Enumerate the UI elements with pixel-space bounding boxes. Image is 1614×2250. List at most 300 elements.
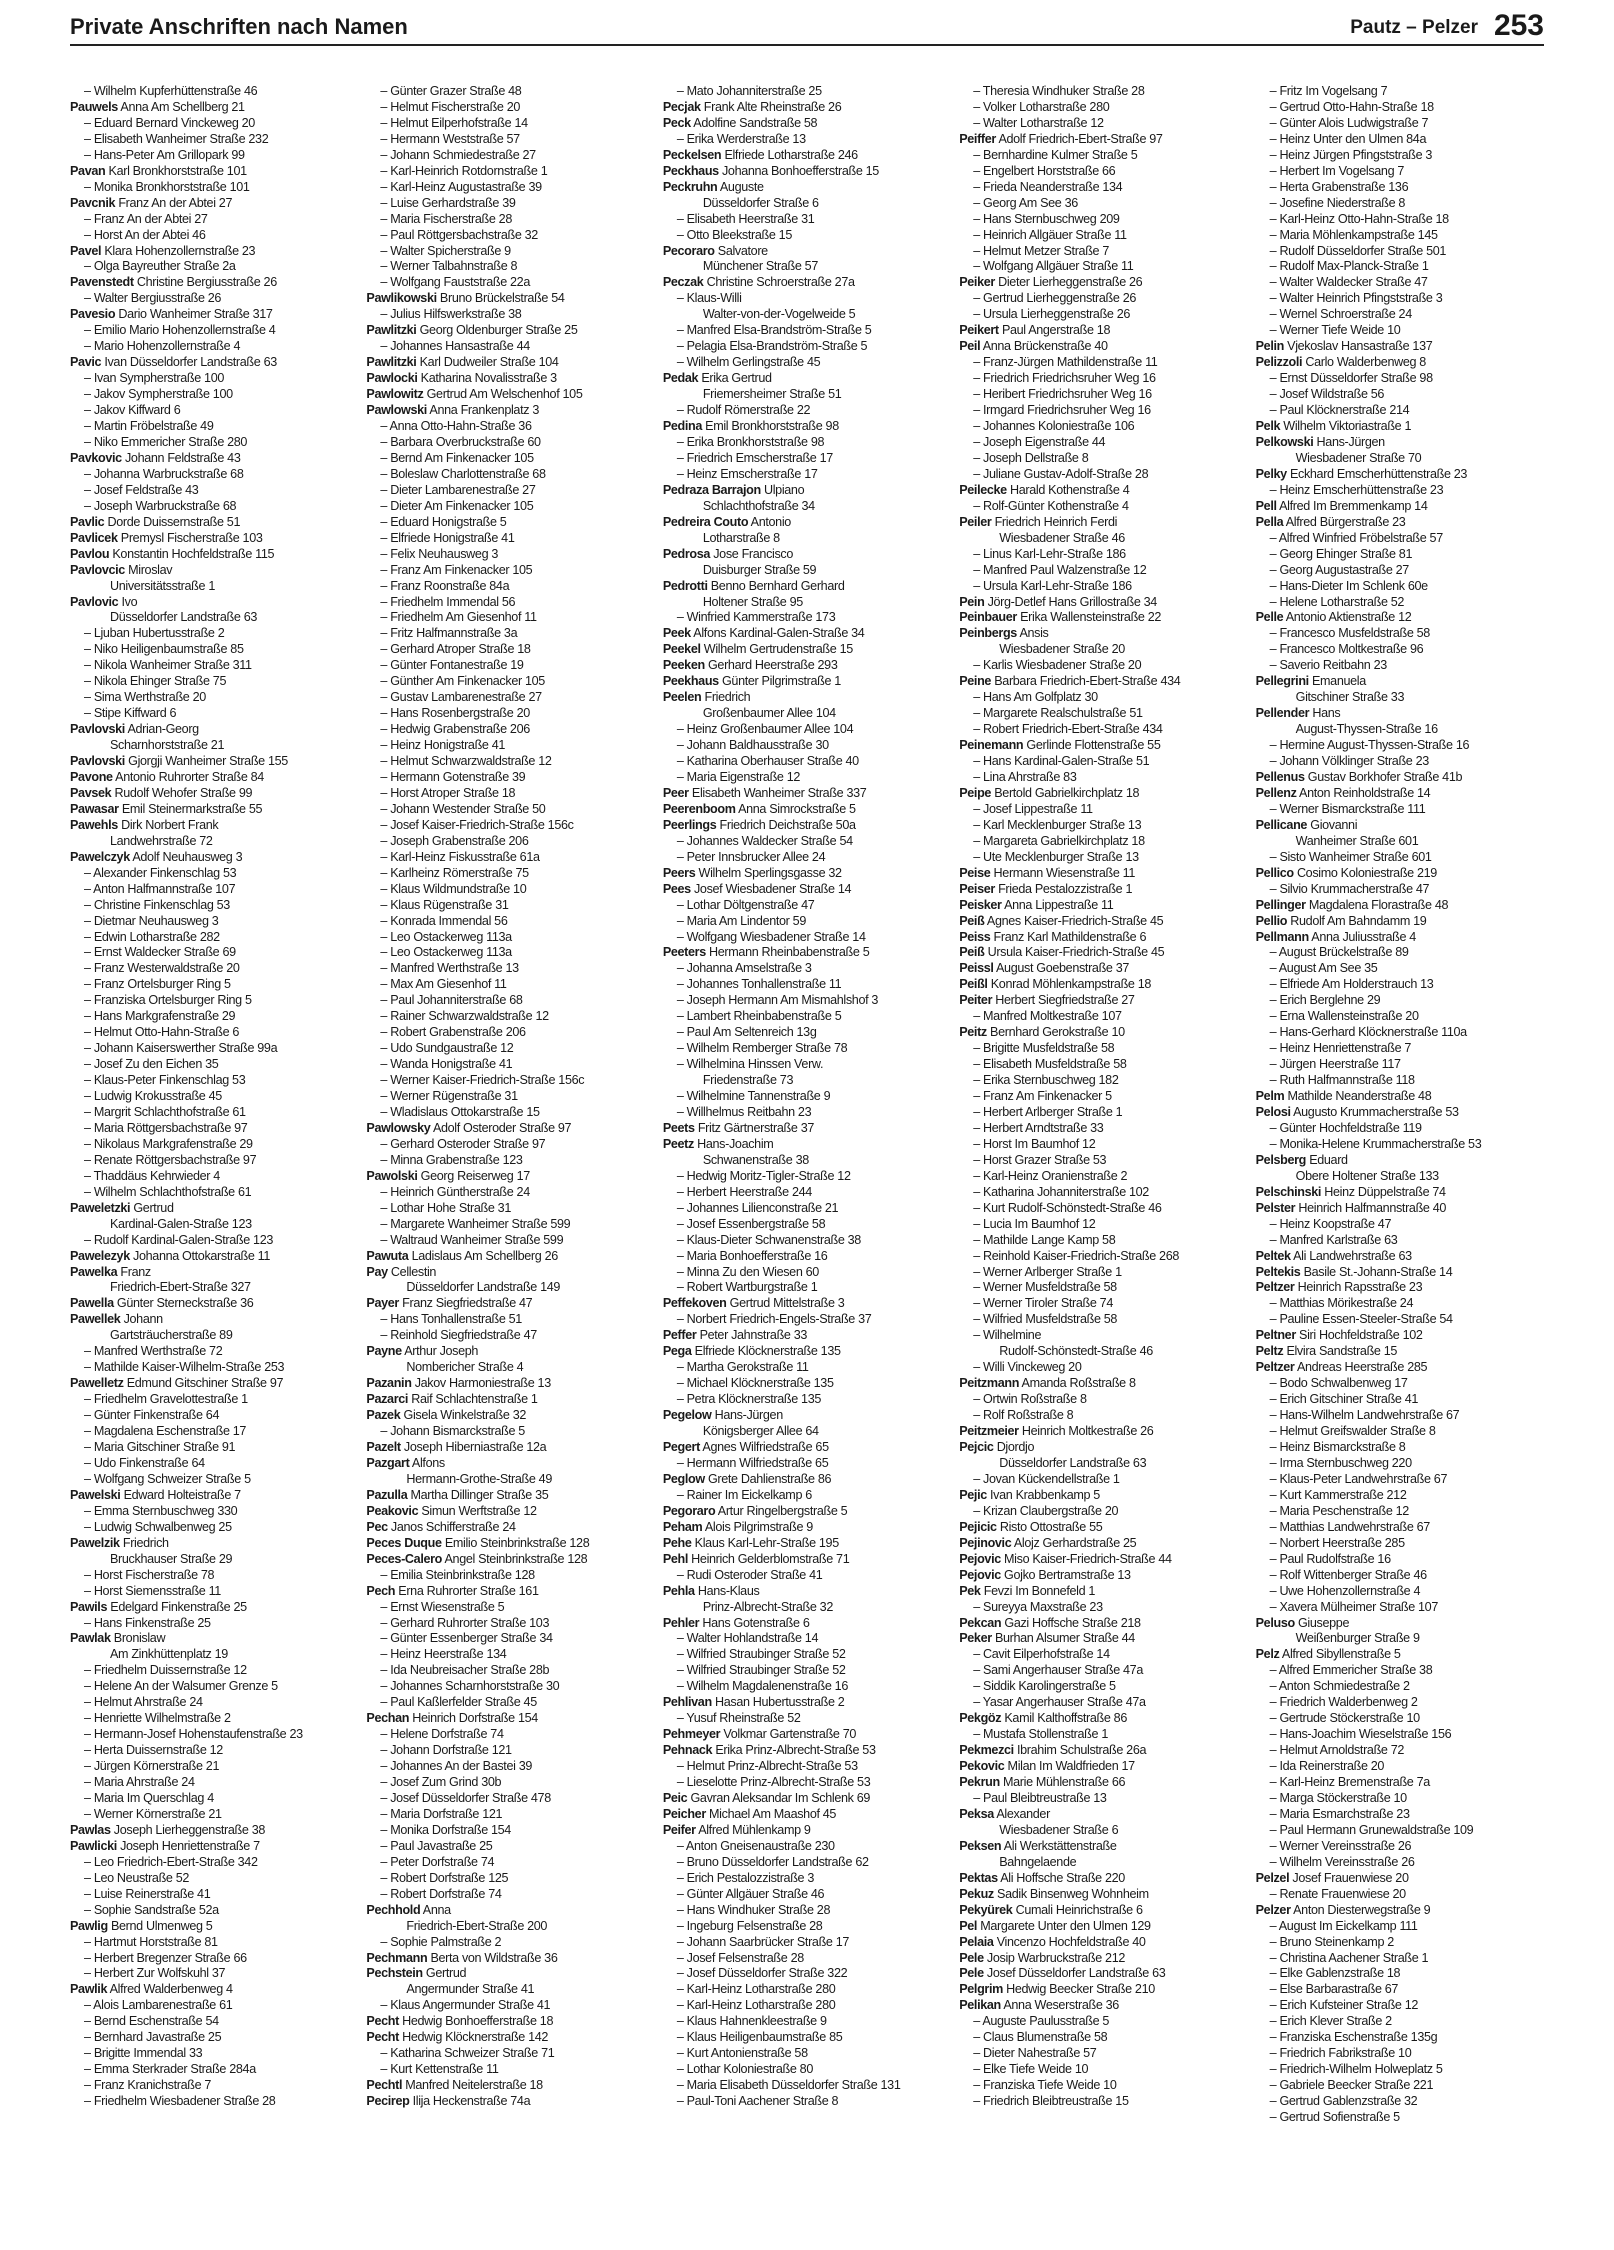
surname-entry bbox=[366, 1584, 656, 1600]
entry-text: Friedrich bbox=[704, 690, 751, 705]
sub-entry bbox=[663, 2078, 953, 2094]
entry-text: Hans-Joachim bbox=[697, 1136, 774, 1151]
surname-entry bbox=[663, 945, 953, 961]
entry-text: August Goebenstraße 37 bbox=[996, 961, 1130, 976]
surname-entry bbox=[1256, 818, 1546, 834]
surname: Pellico bbox=[1255, 865, 1294, 880]
entry-text: Hermann-Josef Hohenstaufenstraße 23 bbox=[93, 1727, 303, 1742]
entry-text: Gabriele Beecker Straße 221 bbox=[1279, 2078, 1434, 2093]
surname: Pelkowski bbox=[1255, 434, 1314, 449]
entry-text: Gavran Aleksandar Im Schlenk 69 bbox=[690, 1790, 871, 1805]
entry-text: Anton Reinholdstraße 14 bbox=[1299, 785, 1431, 800]
entry-text: Renate Frauenwiese 20 bbox=[1279, 1886, 1406, 1901]
entry-text: Helmut Arnoldstraße 72 bbox=[1279, 1743, 1405, 1758]
entry-text: Alfred Emmericher Straße 38 bbox=[1278, 1663, 1433, 1678]
surname: Peilecke bbox=[959, 482, 1007, 497]
surname-entry bbox=[663, 690, 953, 706]
entry-text: Niko Heiligenbaumstraße 85 bbox=[93, 642, 244, 657]
surname: Peise bbox=[959, 865, 991, 880]
entry-text: Maria Bonhoefferstraße 16 bbox=[686, 1248, 828, 1263]
entry-continuation: Gitschiner Straße 33 bbox=[1295, 690, 1405, 705]
sub-entry bbox=[1256, 1855, 1546, 1871]
sub-entry bbox=[959, 1217, 1249, 1233]
surname-entry bbox=[1256, 1328, 1546, 1344]
entry-text: Michael Am Maashof 45 bbox=[709, 1806, 837, 1821]
sub-entry bbox=[1256, 483, 1546, 499]
entry-text: Vjekoslav Hansastraße 137 bbox=[1287, 339, 1433, 354]
entry-text: Werner Kaiser-Friedrich-Straße 156c bbox=[390, 1073, 585, 1088]
surname-entry bbox=[663, 1344, 953, 1360]
entry-text: Emilio Mario Hohenzollernstraße 4 bbox=[93, 323, 276, 338]
entry-text: Alojz Gerhardstraße 25 bbox=[1013, 1535, 1137, 1550]
sub-entry bbox=[663, 1887, 953, 1903]
sub-entry bbox=[70, 977, 360, 993]
surname: Pawlik bbox=[70, 1982, 108, 1997]
entry-text: Johannes Scharnhorststraße 30 bbox=[390, 1679, 560, 1694]
entry-text: Ali Werkstättenstraße bbox=[1003, 1838, 1117, 1853]
entry-text: Heinrich Allgäuer Straße 11 bbox=[983, 227, 1127, 242]
entry-text: Karl Mecklenburger Straße 13 bbox=[983, 817, 1142, 832]
sub-entry bbox=[70, 706, 360, 722]
surname: Peltek bbox=[1255, 1248, 1291, 1263]
entry-text: Gertrud Gablenzstraße 32 bbox=[1279, 2094, 1418, 2109]
sub-entry bbox=[959, 1057, 1249, 1073]
surname: Peksen bbox=[959, 1838, 1002, 1853]
sub-entry bbox=[70, 1887, 360, 1903]
surname: Pavlicek bbox=[70, 530, 118, 545]
entry-text: Alois Lambarenestraße 61 bbox=[93, 1998, 233, 2013]
surname-entry bbox=[1256, 610, 1546, 626]
entry-text: Johannes Lilienconstraße 21 bbox=[686, 1200, 839, 1215]
entry-text: Gertrude Stöckerstraße 10 bbox=[1279, 1711, 1420, 1726]
sub-entry bbox=[366, 610, 656, 626]
sub-entry bbox=[70, 1759, 360, 1775]
sub-entry bbox=[366, 802, 656, 818]
sub-entry bbox=[366, 1137, 656, 1153]
sub-entry bbox=[366, 1233, 656, 1249]
sub-entry bbox=[663, 1249, 953, 1265]
surname: Pawelka bbox=[70, 1264, 118, 1279]
entry-text: Else Barbarastraße 67 bbox=[1279, 1982, 1399, 1997]
entry-text: Burhan Alsumer Straße 44 bbox=[994, 1631, 1135, 1646]
entry-text: Herbert Im Vogelsang 7 bbox=[1279, 163, 1405, 178]
entry-text: Ludwig Krokusstraße 45 bbox=[93, 1089, 222, 1104]
entry-text: Hermann Rheinbabenstraße 5 bbox=[709, 945, 870, 960]
surname-entry bbox=[663, 818, 953, 834]
surname: Peer bbox=[662, 785, 689, 800]
sub-entry bbox=[366, 1025, 656, 1041]
sub-entry bbox=[663, 1041, 953, 1057]
surname-entry bbox=[959, 961, 1249, 977]
surname-entry bbox=[959, 914, 1249, 930]
sub-entry bbox=[663, 722, 953, 738]
entry-text: Gertrud Am Welschenhof 105 bbox=[426, 387, 583, 402]
entry-text: Eduard Bernard Vinckeweg 20 bbox=[93, 115, 255, 130]
entry-text: Rolf-Günter Kothenstraße 4 bbox=[983, 498, 1129, 513]
entry-text: Uwe Hohenzollernstraße 4 bbox=[1279, 1583, 1421, 1598]
entry-text: Sami Angerhauser Straße 47a bbox=[983, 1663, 1143, 1678]
surname-entry bbox=[366, 2030, 656, 2046]
entry-text: Dieter Am Finkenacker 105 bbox=[390, 498, 534, 513]
surname-entry bbox=[366, 2094, 656, 2110]
sub-entry bbox=[1256, 1041, 1546, 1057]
sub-entry bbox=[959, 228, 1249, 244]
entry-text: Hans Rosenbergstraße 20 bbox=[390, 706, 530, 721]
surname-entry bbox=[366, 2078, 656, 2094]
surname-entry bbox=[663, 802, 953, 818]
surname-entry bbox=[70, 164, 360, 180]
sub-entry bbox=[366, 1679, 656, 1695]
sub-entry bbox=[1256, 212, 1546, 228]
entry-text: Siddik Karolingerstraße 5 bbox=[983, 1679, 1116, 1694]
entry-text: Werner Arlberger Straße 1 bbox=[983, 1264, 1122, 1279]
entry-text: Basile St.-Johann-Straße 14 bbox=[1303, 1264, 1453, 1279]
entry-text: Wernel Schroerstraße 24 bbox=[1279, 307, 1412, 322]
sub-entry bbox=[1256, 1695, 1546, 1711]
entry-text: Nikola Wanheimer Straße 311 bbox=[93, 658, 252, 673]
sub-entry bbox=[1256, 658, 1546, 674]
surname: Peinemann bbox=[959, 738, 1024, 753]
sub-entry bbox=[663, 1312, 953, 1328]
surname-entry bbox=[1256, 1201, 1546, 1217]
sub-entry bbox=[70, 1073, 360, 1089]
surname-entry bbox=[70, 595, 360, 611]
entry-text: Johanna Bonhoefferstraße 15 bbox=[721, 163, 879, 178]
surname-entry bbox=[70, 754, 360, 770]
entry-text: Paul Klöcknerstraße 214 bbox=[1279, 403, 1410, 418]
surname-entry bbox=[663, 1727, 953, 1743]
surname: Pavlou bbox=[70, 546, 110, 561]
entry-text: Bruno Brückelstraße 54 bbox=[439, 291, 565, 306]
surname: Peker bbox=[959, 1631, 992, 1646]
sub-entry bbox=[959, 212, 1249, 228]
entry-continuation: Landwehrstraße 72 bbox=[110, 833, 213, 848]
entry-text: Giovanni bbox=[1310, 817, 1358, 832]
sub-entry bbox=[1256, 1951, 1546, 1967]
sub-entry bbox=[663, 754, 953, 770]
entry-text: Udo Sundgaustraße 12 bbox=[390, 1041, 514, 1056]
entry-text: Rudolf Römerstraße 22 bbox=[686, 403, 811, 418]
entry-text: Wilhelmine bbox=[983, 1328, 1042, 1343]
sub-entry bbox=[70, 930, 360, 946]
surname: Peiser bbox=[959, 881, 995, 896]
surname-entry bbox=[70, 515, 360, 531]
entry-text: Jakov Kiffward 6 bbox=[93, 403, 181, 418]
entry-text: Friedhelm Gravelottestraße 1 bbox=[93, 1392, 248, 1407]
entry-text: Monika-Helene Krummacherstraße 53 bbox=[1279, 1136, 1482, 1151]
entry-text: Robert Friedrich-Ebert-Straße 434 bbox=[983, 722, 1163, 737]
entry-text: Wilfried Musfeldstraße 58 bbox=[983, 1312, 1118, 1327]
sub-entry bbox=[663, 1280, 953, 1296]
entry-text: Manfred Neitelerstraße 18 bbox=[405, 2078, 543, 2093]
surname-entry bbox=[70, 818, 360, 834]
sub-entry bbox=[663, 1679, 953, 1695]
entry-text: Georg Augustastraße 27 bbox=[1279, 562, 1409, 577]
surname-entry bbox=[959, 1951, 1249, 1967]
entry-text: Horst Im Baumhof 12 bbox=[983, 1136, 1096, 1151]
entry-text: Heinz Düppelstraße 74 bbox=[1324, 1184, 1446, 1199]
entry-text: Adrian-Georg bbox=[127, 722, 199, 737]
entry-text: Kamil Kalthoffstraße 86 bbox=[1004, 1711, 1127, 1726]
surname: Peets bbox=[662, 1120, 695, 1135]
entry-text: Wilfried Straubinger Straße 52 bbox=[686, 1663, 846, 1678]
entry-text: Helmut Prinz-Albrecht-Straße 53 bbox=[686, 1759, 858, 1774]
sub-entry bbox=[1256, 228, 1546, 244]
surname: Pawlitzki bbox=[366, 355, 417, 370]
surname: Pazelt bbox=[366, 1440, 401, 1455]
entry-text: Rolf Roßstraße 8 bbox=[983, 1408, 1074, 1423]
sub-entry bbox=[1256, 1568, 1546, 1584]
entry-text: Jakov Sympherstraße 100 bbox=[93, 387, 233, 402]
sub-entry bbox=[959, 100, 1249, 116]
entry-text: Franz Siegfriedstraße 47 bbox=[402, 1296, 533, 1311]
entry-text: Maria Röttgersbachstraße 97 bbox=[93, 1120, 248, 1135]
entry-text: Helmut Fischerstraße 20 bbox=[390, 99, 521, 114]
sub-entry bbox=[70, 993, 360, 1009]
surname-entry bbox=[366, 1903, 656, 1919]
sub-entry bbox=[959, 1504, 1249, 1520]
surname: Peine bbox=[959, 674, 992, 689]
entry-text: Ali Landwehrstraße 63 bbox=[1293, 1248, 1412, 1263]
surname: Pekgöz bbox=[959, 1711, 1002, 1726]
surname: Pekyürek bbox=[959, 1902, 1013, 1917]
sub-entry bbox=[663, 467, 953, 483]
entry-text: Frank Alte Rheinstraße 26 bbox=[703, 99, 842, 114]
entry-text: Elfriede Am Holderstrauch 13 bbox=[1279, 977, 1434, 992]
entry-text: Ilija Heckenstraße 74a bbox=[412, 2094, 531, 2109]
sub-entry bbox=[70, 84, 360, 100]
entry-text: Lucia Im Baumhof 12 bbox=[983, 1216, 1096, 1231]
entry-text: Rudolf Max-Planck-Straße 1 bbox=[1279, 259, 1429, 274]
entry-text: Johann Baldhausstraße 30 bbox=[686, 738, 829, 753]
sub-entry bbox=[663, 1233, 953, 1249]
surname-entry bbox=[70, 531, 360, 547]
sub-entry bbox=[663, 2030, 953, 2046]
entry-text: Erna Ruhrorter Straße 161 bbox=[398, 1583, 539, 1598]
sub-entry bbox=[366, 164, 656, 180]
surname-entry bbox=[959, 1903, 1249, 1919]
entry-text: Karlheinz Römerstraße 75 bbox=[390, 865, 529, 880]
entry-text: Bruno Steinenkamp 2 bbox=[1279, 1934, 1394, 1949]
sub-entry bbox=[959, 451, 1249, 467]
column-3 bbox=[663, 84, 953, 2234]
entry-text: Frieda Pestalozzistraße 1 bbox=[998, 881, 1133, 896]
surname: Pavlovic bbox=[70, 594, 119, 609]
sub-entry bbox=[70, 1695, 360, 1711]
entry-text: Ursula Kaiser-Friedrich-Straße 45 bbox=[987, 945, 1165, 960]
entry-text: Josef Felsenstraße 28 bbox=[686, 1950, 804, 1965]
surname-entry bbox=[663, 419, 953, 435]
sub-entry bbox=[1256, 1584, 1546, 1600]
sub-entry bbox=[366, 1823, 656, 1839]
entry-text: Erich Klever Straße 2 bbox=[1279, 2014, 1392, 2029]
entry-text: Ruth Halfmannstraße 118 bbox=[1279, 1073, 1415, 1088]
entry-continuation: Universitätsstraße 1 bbox=[110, 578, 215, 593]
sub-entry bbox=[70, 1233, 360, 1249]
entry-text: Katharina Oberhauser Straße 40 bbox=[686, 754, 859, 769]
entry-text: Karl-Heinz Lotharstraße 280 bbox=[686, 1982, 836, 1997]
sub-entry bbox=[959, 419, 1249, 435]
entry-text: Hans-Klaus bbox=[697, 1583, 760, 1598]
sub-entry bbox=[70, 1504, 360, 1520]
entry-text: Gerhard Atroper Straße 18 bbox=[390, 642, 531, 657]
entry-text: Ivan Krabbenkamp 5 bbox=[990, 1487, 1100, 1502]
sub-entry bbox=[366, 212, 656, 228]
entry-text: Hermann Wiesenstraße 11 bbox=[993, 865, 1136, 880]
entry-text: Edward Holteistraße 7 bbox=[123, 1487, 241, 1502]
entry-text: Georg Am See 36 bbox=[983, 195, 1078, 210]
sub-entry bbox=[70, 866, 360, 882]
sub-entry bbox=[959, 180, 1249, 196]
sub-entry bbox=[366, 595, 656, 611]
sub-entry bbox=[959, 1791, 1249, 1807]
entry-text: Rainer Schwarzwaldstraße 12 bbox=[390, 1009, 549, 1024]
entry-text: Katharina Schweizer Straße 71 bbox=[390, 2046, 555, 2061]
entry-text: Wilhelm Remberger Straße 78 bbox=[686, 1041, 848, 1056]
entry-text: Benno Bernhard Gerhard bbox=[710, 578, 845, 593]
entry-text: Margrit Schlachthofstraße 61 bbox=[93, 1105, 246, 1119]
entry-text: Hans-Dieter Im Schlenk 60e bbox=[1279, 578, 1428, 593]
sub-entry bbox=[1256, 116, 1546, 132]
entry-text: Leo Neustraße 52 bbox=[93, 1870, 190, 1885]
sub-entry bbox=[366, 531, 656, 547]
surname-entry bbox=[366, 1376, 656, 1392]
entry-text: Peter Innsbrucker Allee 24 bbox=[686, 849, 826, 864]
sub-entry bbox=[366, 1089, 656, 1105]
entry-text: Ibrahim Schulstraße 26a bbox=[1017, 1743, 1147, 1758]
sub-entry bbox=[959, 770, 1249, 786]
surname: Pehler bbox=[662, 1615, 700, 1630]
sub-entry bbox=[70, 1025, 360, 1041]
surname: Pejovic bbox=[959, 1551, 1001, 1566]
sub-entry bbox=[663, 1185, 953, 1201]
entry-text: Maria Am Lindentor 59 bbox=[686, 913, 806, 928]
sub-entry bbox=[663, 403, 953, 419]
entry-text: Horst Fischerstraße 78 bbox=[93, 1567, 215, 1582]
sub-entry bbox=[959, 706, 1249, 722]
entry-text: Hans bbox=[1312, 706, 1341, 721]
surname: Pehla bbox=[662, 1583, 695, 1598]
sub-entry bbox=[663, 212, 953, 228]
entry-text: Werner Vereinsstraße 26 bbox=[1279, 1838, 1412, 1853]
sub-entry bbox=[366, 547, 656, 563]
entry-text: Ivan Sympherstraße 100 bbox=[93, 371, 225, 386]
surname: Peckhaus bbox=[662, 163, 719, 178]
entry-text: Jürgen Körnerstraße 21 bbox=[93, 1759, 220, 1774]
entry-text: Friedhelm Am Giesenhof 11 bbox=[390, 610, 537, 625]
sub-entry bbox=[1256, 1807, 1546, 1823]
entry-text: Franz Ortelsburger Ring 5 bbox=[93, 977, 231, 992]
sub-entry bbox=[70, 1903, 360, 1919]
surname-entry bbox=[959, 786, 1249, 802]
entry-text: Karl-Heinz Lotharstraße 280 bbox=[686, 1998, 836, 2013]
sub-entry bbox=[366, 1185, 656, 1201]
entry-text: Anna Otto-Hahn-Straße 36 bbox=[389, 419, 532, 434]
surname: Pelaia bbox=[959, 1934, 994, 1949]
sub-entry bbox=[70, 626, 360, 642]
sub-entry bbox=[663, 84, 953, 100]
entry-text: Risto Ottostraße 55 bbox=[999, 1519, 1103, 1534]
entry-text: Paul Bleibtreustraße 13 bbox=[983, 1790, 1107, 1805]
entry-text: Johannes An der Bastei 39 bbox=[390, 1759, 533, 1774]
entry-text: Helene Lotharstraße 52 bbox=[1279, 594, 1405, 609]
surname-entry bbox=[366, 355, 656, 371]
entry-text: Heinrich Halfmannstraße 40 bbox=[1298, 1200, 1447, 1215]
surname: Peiss bbox=[959, 929, 991, 944]
entry-text: Matthias Landwehrstraße 67 bbox=[1279, 1519, 1430, 1534]
surname-entry bbox=[663, 1791, 953, 1807]
entry-continuation: Wiesbadener Straße 70 bbox=[1295, 450, 1422, 465]
sub-entry bbox=[959, 754, 1249, 770]
entry-text: Karl-Heinz Bremenstraße 7a bbox=[1279, 1775, 1430, 1790]
entry-text: Herbert Zur Wolfskuhl 37 bbox=[93, 1966, 226, 1981]
entry-text: Mario Hohenzollernstraße 4 bbox=[93, 339, 241, 354]
surname-entry bbox=[1256, 674, 1546, 690]
entry-continuation: Bahngelaende bbox=[999, 1854, 1077, 1869]
entry-text: Franz-Jürgen Mathildenstraße 11 bbox=[983, 355, 1158, 370]
surname: Pazulla bbox=[366, 1487, 408, 1502]
surname-entry bbox=[1256, 866, 1546, 882]
entry-text: Elfriede Klöcknerstraße 135 bbox=[694, 1344, 841, 1359]
surname-entry bbox=[1256, 499, 1546, 515]
sub-entry bbox=[366, 1041, 656, 1057]
entry-text: Robert Dorfstraße 125 bbox=[390, 1870, 509, 1885]
surname-entry bbox=[1256, 515, 1546, 531]
surname-entry bbox=[663, 515, 953, 531]
surname-entry bbox=[959, 1871, 1249, 1887]
surname-entry bbox=[959, 1488, 1249, 1504]
entry-continuation: August-Thyssen-Straße 16 bbox=[1295, 722, 1438, 737]
sub-entry bbox=[1256, 1520, 1546, 1536]
entry-text: Elke Tiefe Weide 10 bbox=[983, 2062, 1089, 2077]
surname-entry bbox=[663, 1504, 953, 1520]
surname-entry bbox=[366, 1249, 656, 1265]
entry-text: Bernd Ulmenweg 5 bbox=[110, 1918, 213, 1933]
entry-text: Ivo bbox=[121, 594, 138, 609]
entry-text: Fritz Halfmannstraße 3a bbox=[390, 626, 518, 641]
sub-entry bbox=[366, 196, 656, 212]
entry-text: Karl-Heinz Fiskusstraße 61a bbox=[390, 849, 540, 864]
sub-entry bbox=[959, 1137, 1249, 1153]
entry-text: Alfred Winfried Fröbelstraße 57 bbox=[1278, 530, 1443, 545]
surname-entry bbox=[959, 1919, 1249, 1935]
entry-text: Josef Düsseldorfer Straße 478 bbox=[390, 1790, 551, 1805]
surname: Pavone bbox=[70, 769, 113, 784]
sub-entry bbox=[1256, 1759, 1546, 1775]
entry-continuation: Wanheimer Straße 601 bbox=[1295, 833, 1419, 848]
sub-entry bbox=[663, 1966, 953, 1982]
entry-text: Karl Bronkhorststraße 101 bbox=[108, 163, 247, 178]
surname-entry bbox=[959, 626, 1249, 642]
surname-entry bbox=[663, 866, 953, 882]
entry-text: Boleslaw Charlottenstraße 68 bbox=[390, 466, 546, 481]
sub-entry bbox=[1256, 1137, 1546, 1153]
entry-text: Sophie Palmstraße 2 bbox=[390, 1934, 502, 1949]
sub-entry bbox=[959, 2046, 1249, 2062]
sub-entry bbox=[663, 1935, 953, 1951]
sub-entry bbox=[366, 706, 656, 722]
entry-text: Kurt Kammerstraße 212 bbox=[1279, 1487, 1407, 1502]
sub-entry bbox=[1256, 961, 1546, 977]
surname-entry bbox=[663, 1552, 953, 1568]
surname-entry bbox=[366, 1951, 656, 1967]
sub-entry bbox=[70, 1584, 360, 1600]
sub-entry bbox=[959, 116, 1249, 132]
surname: Pellinger bbox=[1255, 897, 1306, 912]
surname: Pejicic bbox=[959, 1519, 997, 1534]
entry-text: Erika Werderstraße 13 bbox=[686, 131, 806, 146]
entry-text: Gerhard Osteroder Straße 97 bbox=[390, 1136, 546, 1151]
